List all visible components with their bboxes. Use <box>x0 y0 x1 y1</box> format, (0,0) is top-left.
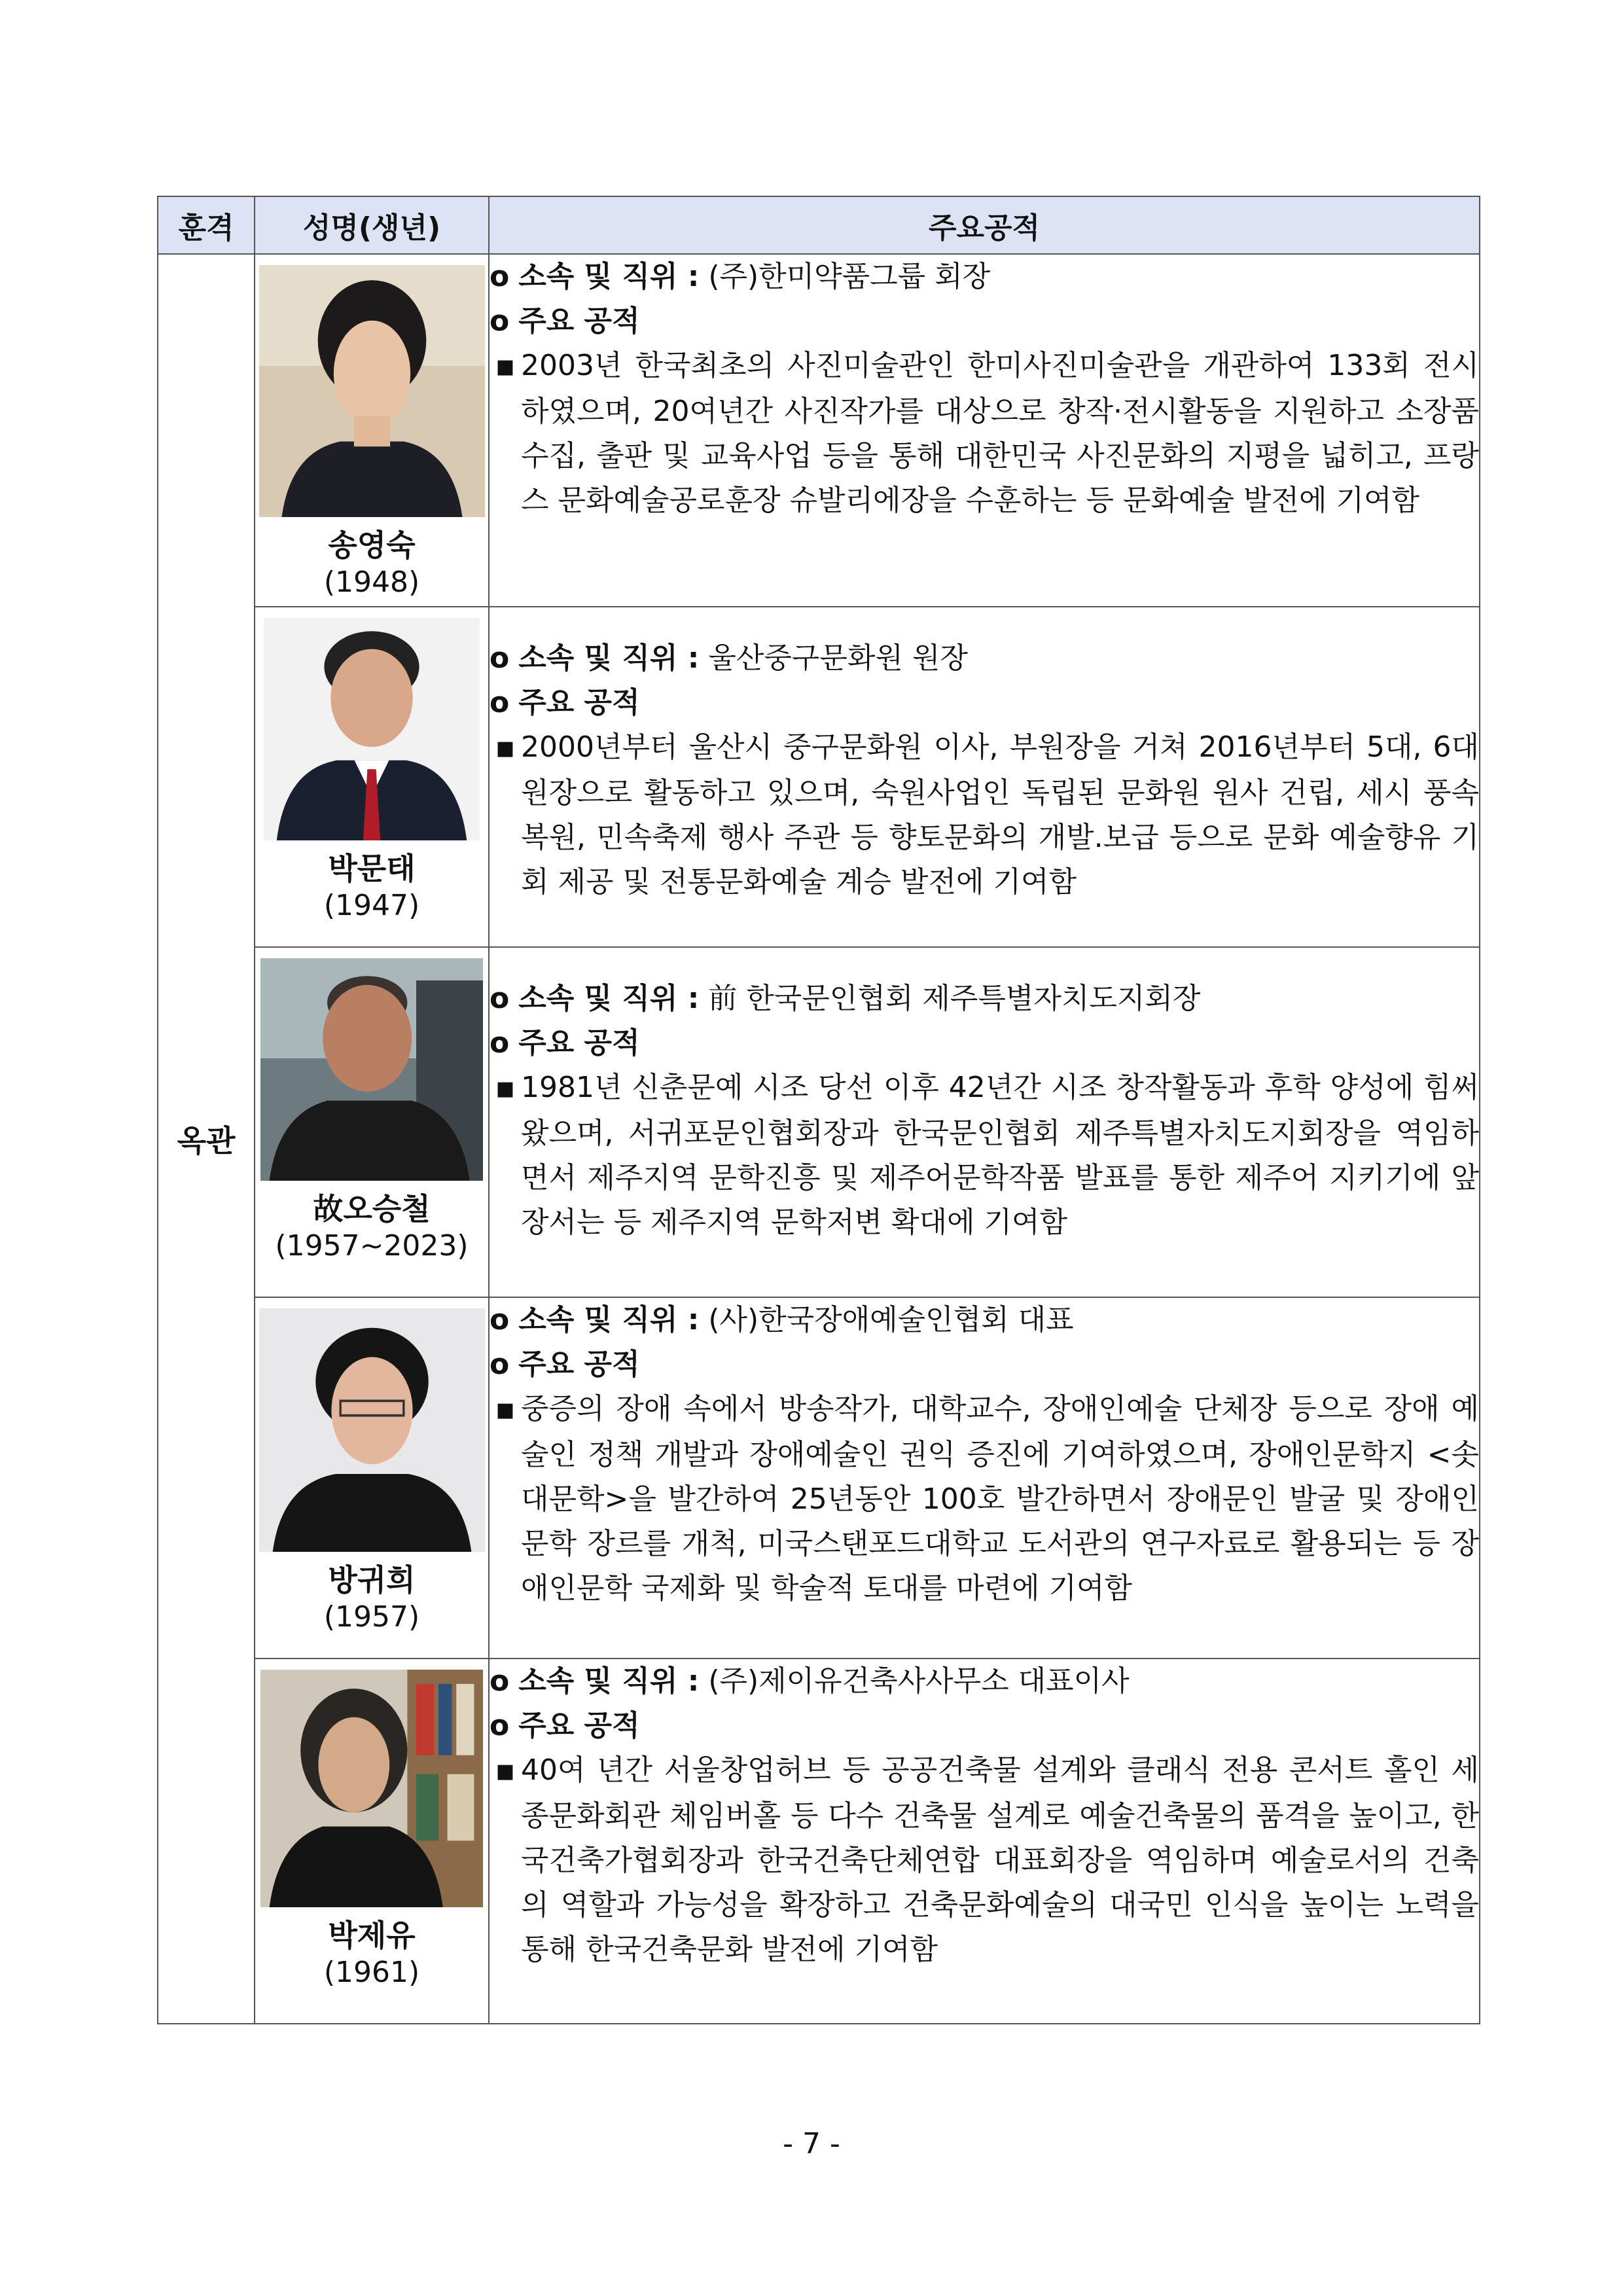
header-grade: 훈격 <box>158 196 255 254</box>
merits-label: 주요 공적 <box>518 1348 640 1381</box>
square-bullet-icon: ■ <box>495 1399 515 1422</box>
affiliation-value: (주)한미약품그룹 회장 <box>708 260 991 293</box>
merits-label: 주요 공적 <box>518 1709 640 1742</box>
affiliation-line <box>490 1659 1479 1704</box>
circle-mark: o <box>490 1709 510 1742</box>
merits-body: 2000년부터 울산시 중구문화원 이사, 부원장을 거쳐 2016년부터 5대, 6대 원장으로 활동하고 있으며, 숙원사업인 독립된 문화원 원사 건립, 세시 풍속 복원, 민속축제 행사 주관 등 향토문화의 개발.보급 등으로 문화 예술향유 기회 제공 및 전통문화예술 계승 발전에 기여함 <box>521 730 1479 899</box>
circle-mark: o <box>490 1664 510 1698</box>
affiliation-value: 울산중구문화원 원장 <box>708 641 968 675</box>
portrait-photo <box>259 1308 485 1552</box>
circle-mark: o <box>490 686 510 719</box>
merits-heading <box>490 1342 1479 1387</box>
circle-mark: o <box>490 982 510 1015</box>
affiliation-label: 소속 및 직위 : <box>518 641 700 675</box>
square-bullet-icon: ■ <box>495 355 515 378</box>
circle-mark: o <box>490 1303 510 1336</box>
person-birth: (1947) <box>323 889 420 922</box>
affiliation-label: 소속 및 직위 : <box>518 1303 700 1336</box>
circle-mark: o <box>490 1348 510 1381</box>
awards-table <box>157 196 1480 2024</box>
affiliation-line <box>490 1298 1479 1342</box>
merits-heading <box>490 681 1479 725</box>
person-name: 송영숙 <box>328 528 416 563</box>
affiliation-line <box>490 636 1479 681</box>
merits-heading <box>490 1704 1479 1748</box>
portrait-photo <box>260 958 483 1181</box>
merits-text <box>490 344 1479 523</box>
person-name: 방귀희 <box>328 1562 416 1598</box>
merits-text <box>490 1748 1479 1972</box>
affiliation-line <box>490 977 1479 1021</box>
table-row <box>158 947 1480 1297</box>
merits-body: 40여 년간 서울창업허브 등 공공건축물 설계와 클래식 전용 콘서트 홀인 세종문화회관 체임버홀 등 다수 건축물 설계로 예술건축물의 품격을 높이고, 한국건축가협회장과 한국건축단체연합 대표회장을 역임하며 예술로서의 건축의 역할과 가능성을 확장하고 건축문화예술의 대국민 인식을 높이는 노력을 통해 한국건축문화 발전에 기여함 <box>521 1753 1479 1966</box>
person-cell <box>255 947 489 1297</box>
merits-cell <box>489 607 1480 947</box>
merits-heading <box>490 1021 1479 1066</box>
person-cell <box>255 607 489 947</box>
person-birth: (1948) <box>323 565 420 599</box>
person-cell <box>255 1659 489 2024</box>
merits-label: 주요 공적 <box>518 304 640 338</box>
grade-cell: 옥관 <box>158 254 255 2024</box>
merits-cell <box>489 1297 1480 1659</box>
table-row <box>158 1297 1480 1659</box>
square-bullet-icon: ■ <box>495 737 515 760</box>
merits-text <box>490 725 1479 905</box>
portrait-photo <box>264 618 480 840</box>
table-row <box>158 1659 1480 2024</box>
square-bullet-icon: ■ <box>495 1077 515 1100</box>
portrait-photo <box>260 1670 483 1907</box>
circle-mark: o <box>490 641 510 675</box>
affiliation-value: 前 한국문인협회 제주특별자치도지회장 <box>708 982 1201 1015</box>
merits-cell <box>489 947 1480 1297</box>
circle-mark: o <box>490 304 510 338</box>
merits-label: 주요 공적 <box>518 686 640 719</box>
affiliation-label: 소속 및 직위 : <box>518 1664 700 1698</box>
merits-body: 중증의 장애 속에서 방송작가, 대학교수, 장애인예술 단체장 등으로 장애 예술인 정책 개발과 장애예술인 권익 증진에 기여하였으며, 장애인문학지 <솟대문학>을 발간하여 25년동안 100호 발간하면서 장애문인 발굴 및 장애인문학 장르를 개척, 미국스탠포드대학교 도서관의 연구자료로 활용되는 등 장애인문학 국제화 및 학술적 토대를 마련에 기여함 <box>521 1392 1479 1605</box>
affiliation-value: (사)한국장애예술인협회 대표 <box>708 1303 1074 1336</box>
portrait-photo <box>259 265 485 517</box>
person-name: 박제유 <box>328 1918 416 1953</box>
person-name: 故오승철 <box>313 1191 431 1227</box>
page-number: - 7 - <box>783 2127 840 2161</box>
person-name: 박문태 <box>328 851 416 886</box>
affiliation-label: 소속 및 직위 : <box>518 982 700 1015</box>
circle-mark: o <box>490 1026 510 1060</box>
header-name: 성명(생년) <box>255 196 489 254</box>
merits-body: 1981년 신춘문예 시조 당선 이후 42년간 시조 창작활동과 후학 양성에 힘써왔으며, 서귀포문인협회장과 한국문인협회 제주특별자치도지회장을 역임하면서 제주지역 문학진흥 및 제주어문학작품 발표를 통한 제주어 지키기에 앞장서는 등 제주지역 문학저변 확대에 기여함 <box>521 1071 1479 1239</box>
merits-cell <box>489 1659 1480 2024</box>
person-birth: (1957~2023) <box>275 1229 469 1263</box>
table-row <box>158 254 1480 607</box>
table-row <box>158 607 1480 947</box>
affiliation-label: 소속 및 직위 : <box>518 260 700 293</box>
merits-heading <box>490 299 1479 344</box>
square-bullet-icon: ■ <box>495 1760 515 1783</box>
person-cell <box>255 1297 489 1659</box>
person-birth: (1961) <box>323 1956 420 1989</box>
merits-body: 2003년 한국최초의 사진미술관인 한미사진미술관을 개관하여 133회 전시하였으며, 20여년간 사진작가를 대상으로 창작·전시활동을 지원하고 소장품 수집, 출판 및 교육사업 등을 통해 대한민국 사진문화의 지평을 넓히고, 프랑스 문화예술공로훈장 슈발리에장을 수훈하는 등 문화예술 발전에 기여함 <box>521 349 1479 517</box>
person-cell <box>255 254 489 607</box>
merits-cell <box>489 254 1480 607</box>
affiliation-line <box>490 255 1479 299</box>
circle-mark: o <box>490 260 510 293</box>
person-birth: (1957) <box>323 1600 420 1634</box>
affiliation-value: (주)제이유건축사사무소 대표이사 <box>708 1664 1130 1698</box>
merits-text <box>490 1387 1479 1611</box>
merits-label: 주요 공적 <box>518 1026 640 1060</box>
header-merits: 주요공적 <box>489 196 1480 254</box>
merits-text <box>490 1066 1479 1245</box>
header-row <box>158 196 1480 254</box>
